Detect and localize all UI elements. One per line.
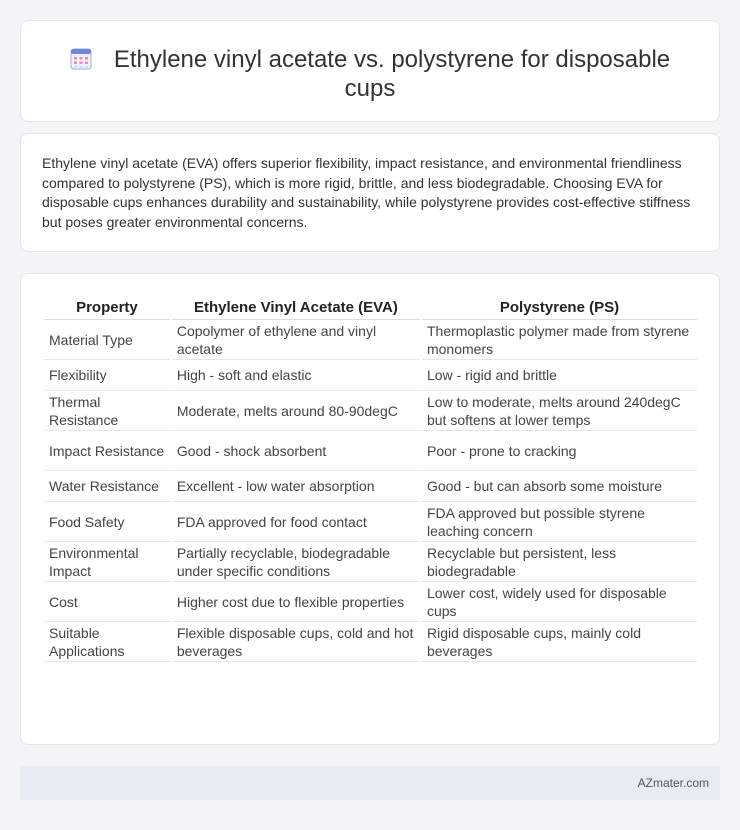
property-cell: Food Safety (44, 502, 170, 542)
table-row (44, 360, 697, 391)
ps-cell: Poor - prone to cracking (422, 431, 697, 471)
table-row (44, 622, 697, 662)
eva-cell: Flexible disposable cups, cold and hot beverages (172, 622, 420, 662)
property-cell: Thermal Resistance (44, 391, 170, 431)
title-card (20, 20, 720, 122)
property-cell: Impact Resistance (44, 431, 170, 471)
table-header-row (44, 296, 697, 320)
ps-cell: Low to moderate, melts around 240degC but softens at lower temps (422, 391, 697, 431)
property-cell: Suitable Applications (44, 622, 170, 662)
table-row (44, 502, 697, 542)
ps-cell: Good - but can absorb some moisture (422, 471, 697, 502)
ps-cell: Lower cost, widely used for disposable cups (422, 582, 697, 622)
eva-cell: Higher cost due to flexible properties (172, 582, 420, 622)
property-cell: Material Type (44, 320, 170, 360)
property-cell: Water Resistance (44, 471, 170, 502)
eva-cell: Good - shock absorbent (172, 431, 420, 471)
ps-cell: Thermoplastic polymer made from styrene monomers (422, 320, 697, 360)
eva-cell: High - soft and elastic (172, 360, 420, 391)
eva-cell: Partially recyclable, biodegradable under specific conditions (172, 542, 420, 582)
page-title-wrap (61, 45, 679, 103)
eva-cell: FDA approved for food contact (172, 502, 420, 542)
comparison-table (42, 296, 699, 662)
footer-bar (20, 766, 720, 800)
property-cell: Environmental Impact (44, 542, 170, 582)
ps-cell: Recyclable but persistent, less biodegradable (422, 542, 697, 582)
ps-cell: Rigid disposable cups, mainly cold beverages (422, 622, 697, 662)
header-eva: Ethylene Vinyl Acetate (EVA) (172, 296, 420, 320)
eva-cell: Moderate, melts around 80-90degC (172, 391, 420, 431)
property-cell: Cost (44, 582, 170, 622)
summary-card (20, 133, 720, 252)
page-title: Ethylene vinyl acetate vs. polystyrene for disposable cups (113, 46, 671, 102)
header-ps: Polystyrene (PS) (422, 296, 697, 320)
eva-cell: Excellent - low water absorption (172, 471, 420, 502)
table-row (44, 320, 697, 360)
comparison-table-card (20, 273, 720, 745)
property-cell: Flexibility (44, 360, 170, 391)
summary-text: Ethylene vinyl acetate (EVA) offers superior flexibility, impact resistance, and environmental friendliness compared to polystyrene (PS), which is more rigid, brittle, and less biodegradable. Choosing EVA for disposable cups enhances durability and sustainability, while polystyrene provides cost-effective stiffness but poses greater environmental concerns. (42, 155, 691, 230)
table-row (44, 582, 697, 622)
header-property: Property (44, 296, 170, 320)
footer-brand-link[interactable]: AZmater.com (637, 776, 709, 790)
table-row (44, 471, 697, 502)
eva-cell: Copolymer of ethylene and vinyl acetate (172, 320, 420, 360)
table-row (44, 391, 697, 431)
table-row (44, 542, 697, 582)
table-row (44, 431, 697, 471)
spreadsheet-icon (70, 48, 92, 70)
ps-cell: Low - rigid and brittle (422, 360, 697, 391)
ps-cell: FDA approved but possible styrene leaching concern (422, 502, 697, 542)
